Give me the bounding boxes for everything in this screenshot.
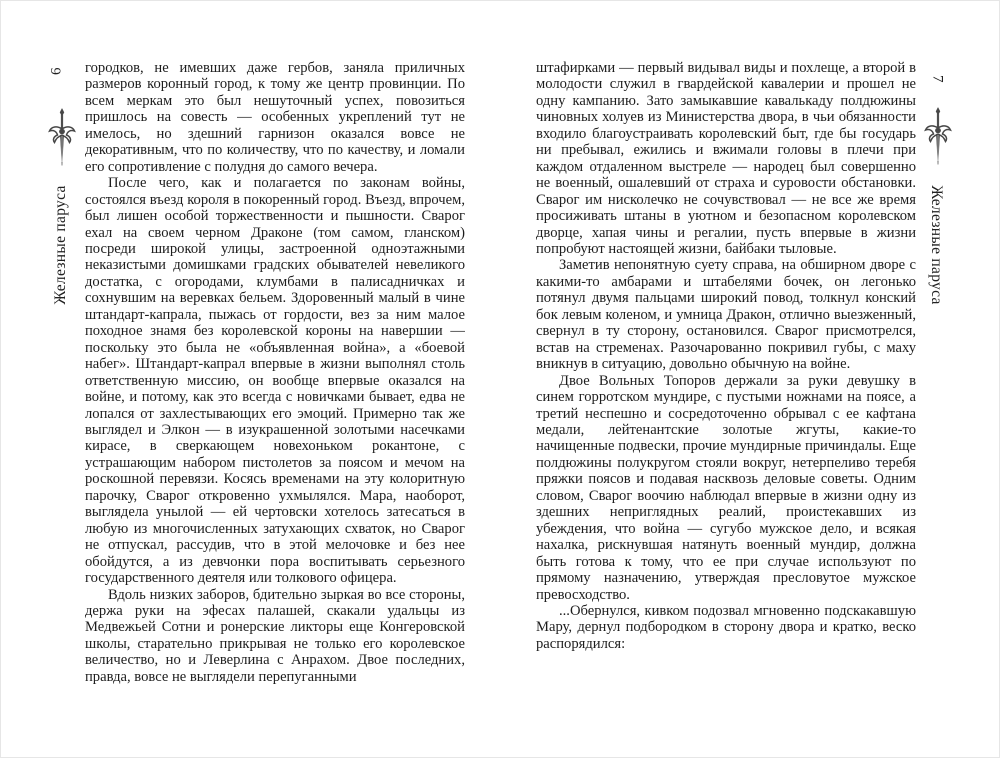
left-running-title: Железные паруса <box>52 185 69 305</box>
paragraph: штафирками — первый видывал виды и похлеще, а второй в молодости служил в гвардейской кавалерии и прошел не одну кампанию. Зато замыкавшие кавалькаду полдюжины чиновных холуев из Министерства двора, в чьи обязанности входило благоустраивать королевский быт, где бы государь ни пребывал, ежились и вжимали головы в плечи при каждом отдаленном выстреле — народец был совершенно не военный, ошалевший от страха и суровости обстановки. Сварог им нисколечко не сочувствовал — не все же время просиживать штаны в уютном и безопасном королевском дворце, хапая чины и регалии, пусть впервые в жизни попробуют настоящей жизни, байбаки тыловые. <box>536 60 916 257</box>
left-page-number: 6 <box>48 67 65 75</box>
dagger-ornament-icon <box>924 107 952 165</box>
right-running-title: Железные паруса <box>928 185 945 305</box>
paragraph: Заметив непонятную суету справа, на обширном дворе с какими-то амбарами и штабелями бочек, он легонько потянул двумя пальцами широкий повод, толкнул конский бок левым коленом, и умница Дракон, отлично выезженный, свернул в ту сторону, остановился. Сварог присмотрелся, встав на стременах. Разочарованно покривил губы, с маху вникнув в ситуацию, довольно обычную на войне. <box>536 257 916 373</box>
dagger-ornament-icon <box>48 108 76 166</box>
paragraph: ...Обернулся, кивком подозвал мгновенно подскакавшую Мару, дернул подбородком в сторону двора и кратко, веско распорядился: <box>536 602 916 652</box>
right-page-text <box>536 60 916 696</box>
paragraph: Вдоль низких заборов, бдительно зыркая во все стороны, держа руки на эфесах палашей, скакали удальцы из Медвежьей Сотни и ронерские ликторы еще Конгеровской школы, старательно прикрывая не только его королевское величество, но и Леверлина с Анрахом. Двое последних, правда, вовсе не выглядели перепуганными <box>85 586 465 685</box>
paragraph: Двое Вольных Топоров держали за руки девушку в синем горротском мундире, с пустыми ножнами на поясе, а третий неспешно и сосредоточенно обрывал с ее кафтана медали, лейтенантские золотые жгуты, какие-то начищенные подвески, прочие мундирные причиндалы. Еще полдюжины полукругом стояли вокруг, нетерпеливо теребя пряжки поясов и подавая насквозь деловые советы. Одним словом, Сварог воочию наблюдал впервые в жизни одну из здешних неприглядных реалий, проистекавших из убеждения, что война — сугубо мужское дело, и всякая нахалка, рискнувшая натянуть военный мундир, должна быть готова к тому, что ее при случае используют по прямому назначению, утверждая пресловутое мужское превосходство. <box>536 372 916 603</box>
paragraph: После чего, как и полагается по законам войны, состоялся въезд короля в покоренный город. Въезд, впрочем, был лишен особой торжественности и пышности. Сварог ехал на своем черном Драконе (том самом, гланском) посреди широкой улицы, застроенной одноэтажными неказистыми домишками градских обывателей невеликого достатка, с огородами, клумбами в палисадничках и сохнувшим на веревках бельем. Здоровенный малый в чине штандарт-капрала, пыжась от гордости, вез за ним малое походное знамя без королевской короны на навершии — поскольку это была не «объявленная война», а «боевой набег». Штандарт-капрал впервые в жизни выполнял столь ответственную миссию, он вообще впервые оказался на войне, и потому, как это всегда с новичками бывает, едва не лопался от захлестывающих его эмоций. Примерно так же выглядел и Элкон — в изукрашенной золотыми насечками кирасе, в сверкающем новехоньком рокантоне, с устрашающим набором пистолетов за поясом и мечом на роскошной перевязи. Косясь временами на эту колоритную парочку, Сварог откровенно ухмылялся. Мара, наоборот, выглядела унылой — ей чертовски хотелось затесаться в любую из многочисленных затухающих схваток, но Сварог не отпускал, рассудив, что в этой мелочовке и без нее обойдутся, а из девчонки пора воспитывать серьезного государственного деятеля или толкового офицера. <box>85 175 465 587</box>
paragraph: городков, не имевших даже гербов, заняла приличных размеров коронный город, к тому же центр провинции. По всем меркам это был нешуточный успех, повозиться пришлось на совесть — особенных укреплений тут не имелось, но здешний гарнизон оказался вовсе не декоративным, что по количеству, что по качеству, и ломали его сопротивление с полудня до самого вечера. <box>85 60 465 175</box>
left-page-text <box>85 60 465 696</box>
right-page-number: 7 <box>929 75 946 83</box>
